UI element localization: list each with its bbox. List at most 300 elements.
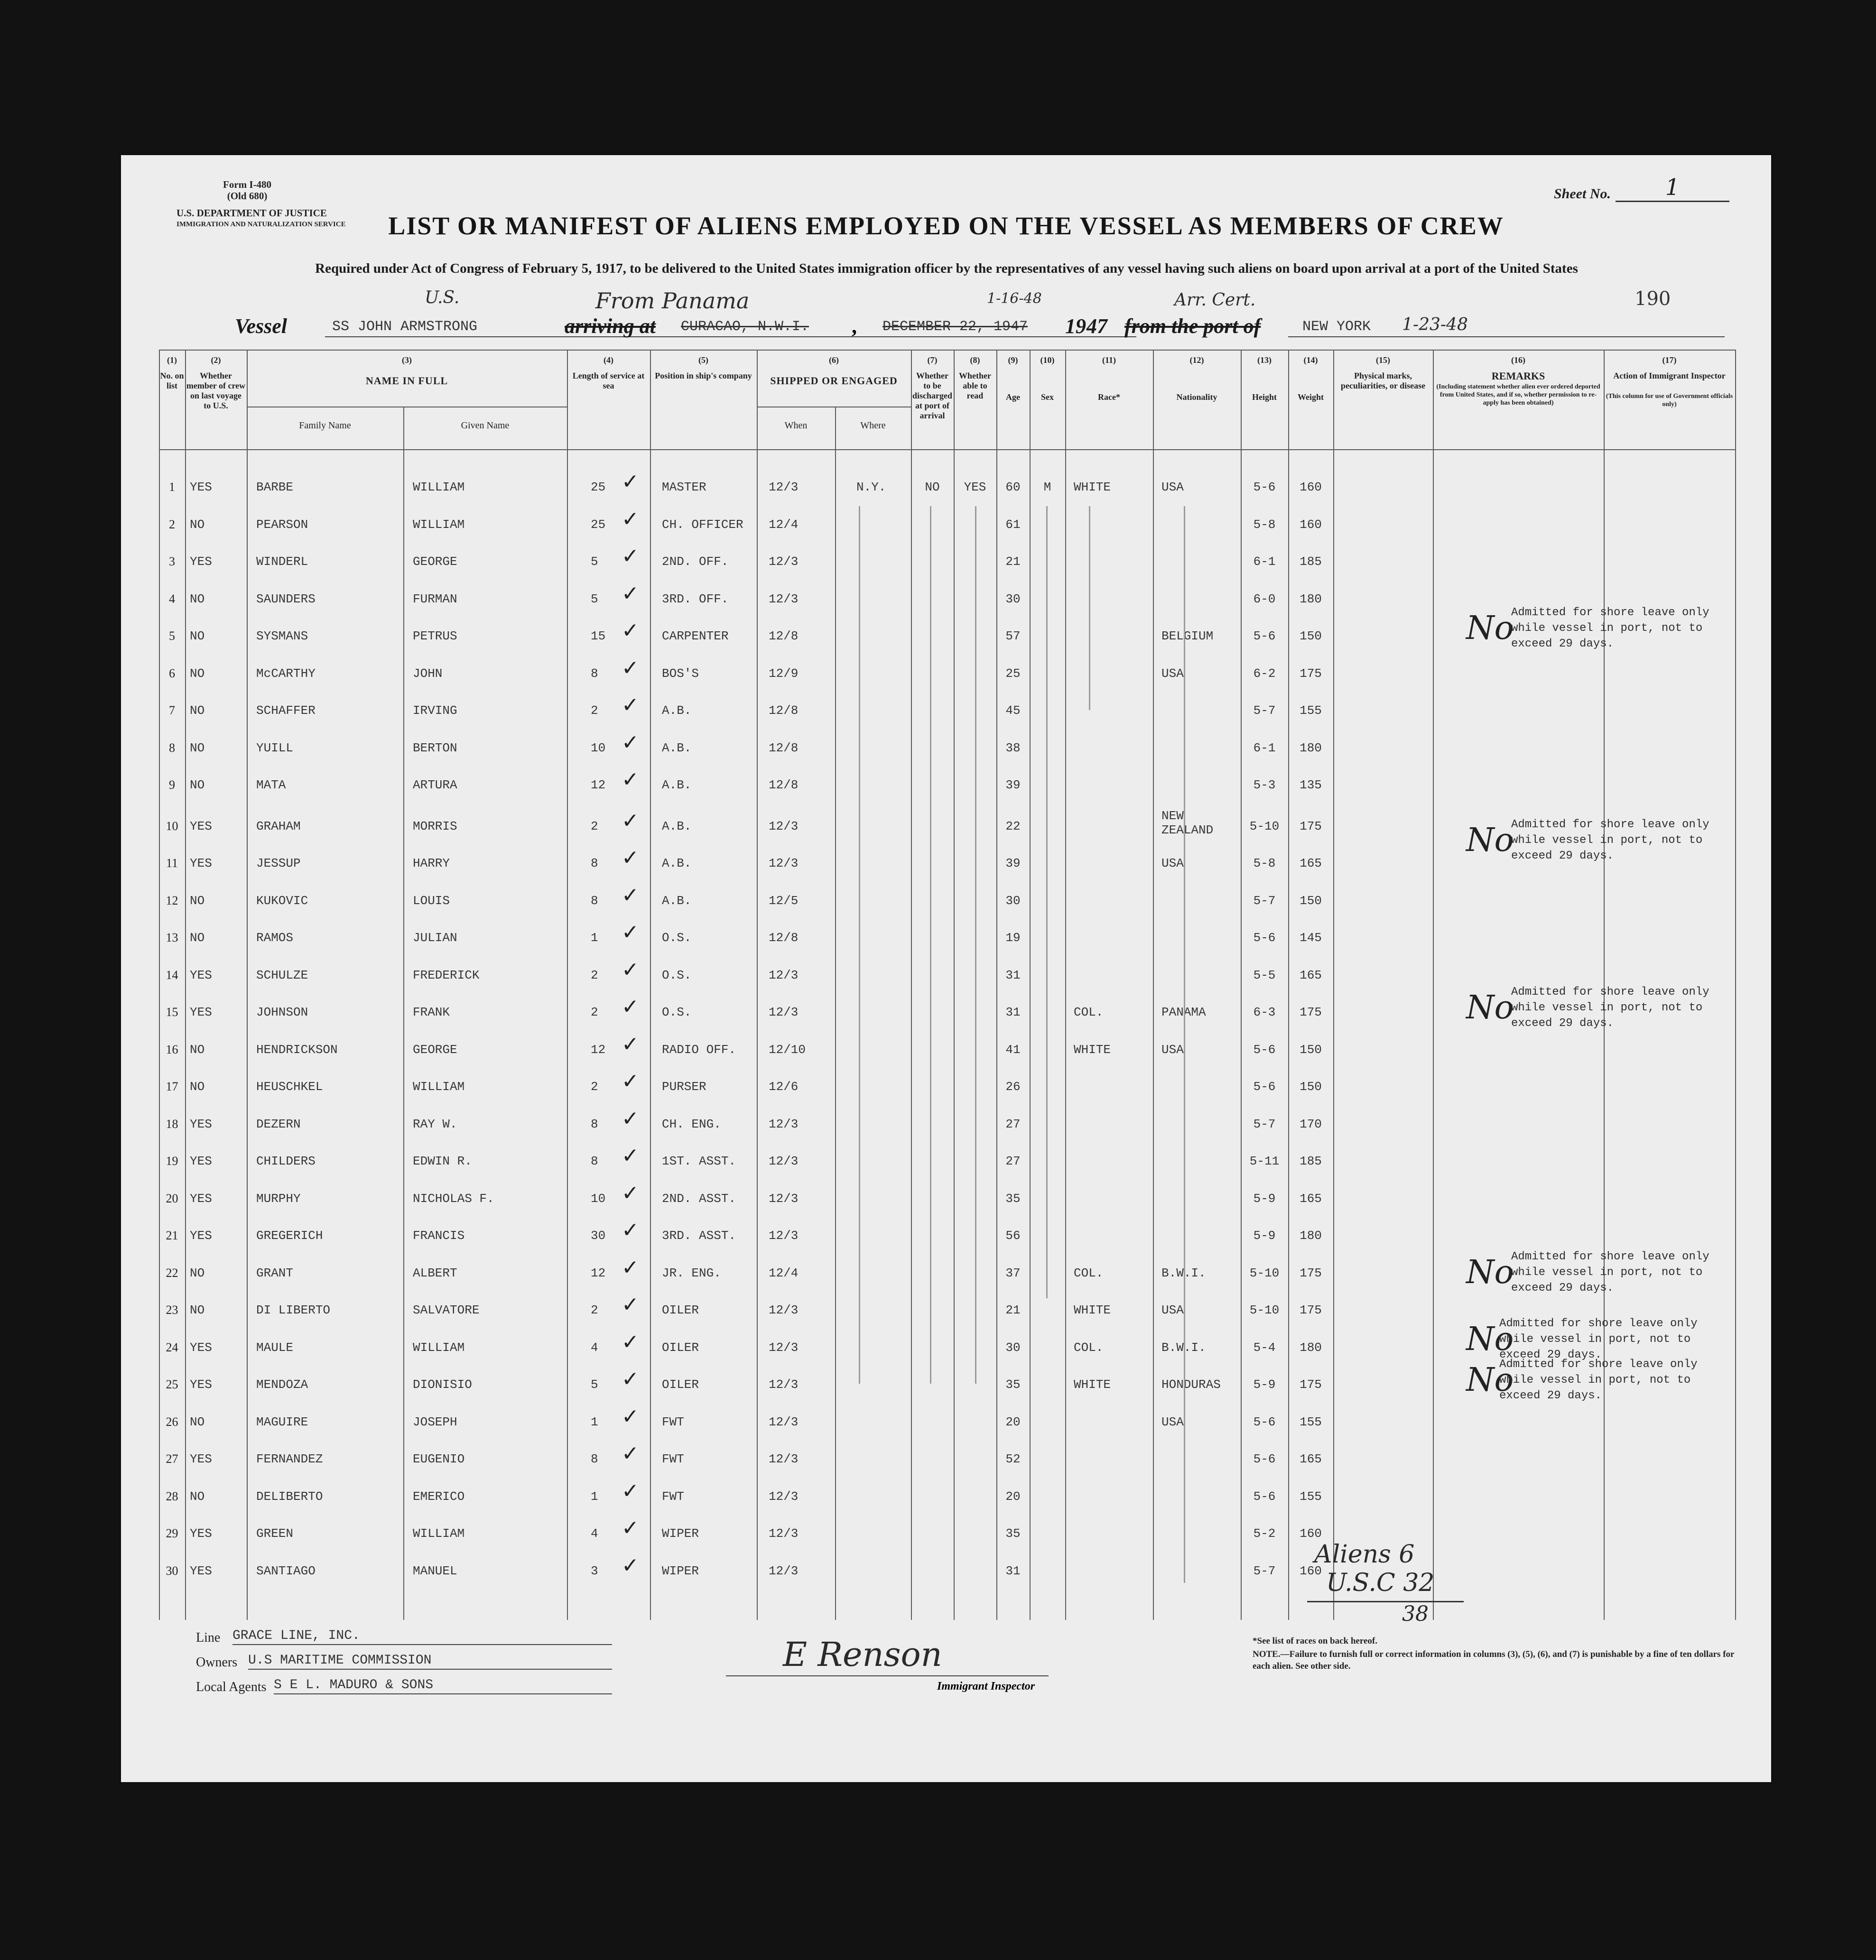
table-row: [159, 693, 1735, 722]
cell-service: 5: [591, 555, 598, 569]
cell-crew: NO: [190, 1415, 205, 1429]
cell-no: 4: [169, 592, 175, 606]
remark-text: [1511, 984, 1709, 1031]
cell-service: 1: [591, 931, 598, 945]
page-subtitle: Required under Act of Congress of February 5, 1917, to be delivered to the United States immigration officer by the representatives of any vessel having such aliens on board upon arrival at a port of the United States: [315, 261, 1578, 276]
cell-weight: 180: [1300, 1229, 1322, 1243]
cell-height: 5-6: [1253, 931, 1276, 945]
cell-family: MAGUIRE: [256, 1415, 308, 1429]
cell-when: 12/3: [769, 819, 799, 833]
column-number-c8: (8): [970, 355, 980, 365]
remark-line: exceed 29 days.: [1499, 1389, 1602, 1403]
date-typed: DECEMBER 22, 1947: [882, 319, 1028, 335]
cell-service: 8: [591, 666, 598, 681]
table-row: [159, 581, 1735, 611]
cell-given: FRANCIS: [413, 1229, 465, 1243]
cell-given: FURMAN: [413, 592, 457, 606]
vessel-name: SS JOHN ARMSTRONG: [332, 319, 478, 335]
column-header-c2: Whether member of crew on last voyage to U.S.: [186, 371, 246, 410]
remark-line: Admitted for shore leave only: [1511, 1250, 1709, 1263]
cell-when: 12/4: [769, 517, 799, 532]
cell-crew: YES: [190, 1117, 212, 1131]
cell-given: NICHOLAS F.: [413, 1191, 494, 1206]
column-header-c8: Whether able to read: [959, 371, 991, 400]
cell-given: WILLIAM: [413, 1340, 465, 1355]
column-header-c15: Physical marks, peculiarities, or disease: [1340, 371, 1426, 390]
check-mark: ✓: [622, 1218, 639, 1242]
inspector-label: Immigrant Inspector: [937, 1680, 1035, 1692]
cell-height: 6-1: [1253, 740, 1276, 755]
races-note: *See list of races on back hereof.: [1253, 1636, 1377, 1646]
form-old-id: (Old 680): [227, 190, 268, 202]
check-mark: ✓: [622, 1553, 639, 1578]
cell-position: CARPENTER: [662, 629, 729, 643]
cell-when: 12/3: [769, 1303, 799, 1317]
cell-position: A.B.: [662, 819, 692, 833]
cell-weight: 150: [1300, 1042, 1322, 1057]
remark-line: while vessel in port, not to: [1511, 1266, 1703, 1279]
remark-handwritten-no: No: [1466, 1253, 1514, 1291]
cell-weight: 185: [1300, 555, 1322, 569]
column-header-c10: Sex: [1041, 392, 1054, 402]
check-mark: ✓: [622, 619, 639, 643]
cell-position: O.S.: [662, 1005, 692, 1019]
cell-service: 2: [591, 968, 598, 982]
column-header-c5: Position in ship's company: [655, 371, 752, 380]
cell-service: 8: [591, 856, 598, 870]
column-number-c13: (13): [1257, 355, 1272, 365]
table-row: [159, 920, 1735, 950]
crew-table: [159, 350, 1735, 1620]
cell-family: JOHNSON: [256, 1005, 308, 1019]
table-row: [159, 656, 1735, 685]
remark-line: exceed 29 days.: [1511, 1017, 1614, 1030]
column-header-c16: REMARKS: [1491, 370, 1545, 382]
cell-given: RAY W.: [413, 1117, 457, 1131]
cell-service: 4: [591, 1526, 598, 1541]
cell-age: 60: [1005, 480, 1021, 494]
column-number-c3: (3): [402, 355, 412, 365]
remark-text: [1511, 1249, 1709, 1296]
cell-when: 12/3: [769, 1117, 799, 1131]
row-rule: [159, 449, 1735, 450]
cell-position: O.S.: [662, 968, 692, 982]
cell-weight: 170: [1300, 1117, 1322, 1131]
cell-given: WILLIAM: [413, 1526, 465, 1541]
cell-given: FREDERICK: [413, 968, 480, 982]
year-suffix: 47: [1087, 314, 1107, 338]
table-row: [159, 767, 1735, 797]
column-header-c13: Height: [1252, 392, 1277, 402]
cell-sex: M: [1043, 480, 1051, 494]
cell-service: 8: [591, 1154, 598, 1168]
from-port-label: from the port of: [1124, 314, 1261, 338]
cell-height: 5-9: [1253, 1229, 1276, 1243]
cell-family: MATA: [256, 778, 286, 792]
cell-when: 12/3: [769, 592, 799, 606]
cell-family: PEARSON: [256, 517, 308, 532]
table-row: [159, 1293, 1735, 1322]
cell-race: WHITE: [1074, 1303, 1111, 1317]
cell-crew: NO: [190, 778, 205, 792]
remark-line: exceed 29 days.: [1511, 1281, 1614, 1294]
cell-family: CHILDERS: [256, 1154, 316, 1168]
cell-no: 18: [166, 1117, 178, 1131]
cell-crew: NO: [190, 931, 205, 945]
cell-service: 8: [591, 893, 598, 908]
cell-height: 5-6: [1253, 1415, 1276, 1429]
from-handwritten: From Panama: [595, 288, 750, 314]
cell-no: 8: [169, 740, 175, 755]
cell-crew: NO: [190, 1080, 205, 1094]
cell-service: 12: [591, 1266, 606, 1280]
cell-age: 45: [1005, 703, 1021, 718]
remark-handwritten-no: No: [1466, 822, 1514, 860]
cell-family: SYSMANS: [256, 629, 308, 643]
cell-given: JULIAN: [413, 931, 457, 945]
cell-crew: NO: [190, 740, 205, 755]
cell-given: ALBERT: [413, 1266, 457, 1280]
sheet-stamp-number: 190: [1635, 288, 1671, 310]
cell-given: EDWIN R.: [413, 1154, 472, 1168]
remark-line: Admitted for shore leave only: [1499, 1358, 1698, 1371]
cell-no: 30: [166, 1563, 178, 1578]
cell-age: 56: [1005, 1229, 1021, 1243]
cell-no: 5: [169, 629, 175, 643]
check-mark: ✓: [622, 1479, 639, 1503]
table-row: [159, 1181, 1735, 1211]
owners-label: Owners: [196, 1655, 238, 1670]
cell-family: SAUNDERS: [256, 592, 316, 606]
comma: ,: [852, 314, 857, 338]
cell-when: 12/3: [769, 1415, 799, 1429]
table-row: [159, 507, 1735, 536]
cell-when: 12/3: [769, 480, 799, 494]
arriving-port: CURACAO, N.W.I.: [681, 319, 809, 335]
cell-weight: 160: [1300, 1563, 1322, 1578]
cell-no: 15: [166, 1005, 178, 1019]
cell-nationality: HONDURAS: [1161, 1378, 1221, 1392]
cell-no: 22: [166, 1266, 178, 1280]
cell-crew: YES: [190, 819, 212, 833]
cell-when: 12/3: [769, 1526, 799, 1541]
cell-given: BERTON: [413, 740, 457, 755]
cell-height: 5-7: [1253, 1117, 1276, 1131]
cell-position: A.B.: [662, 893, 692, 908]
cell-crew: YES: [190, 1005, 212, 1019]
cell-crew: YES: [190, 480, 212, 494]
column-header-c7: Whether to be discharged at port of arrival: [912, 371, 952, 420]
cell-when: 12/8: [769, 778, 799, 792]
cell-when: 12/9: [769, 666, 799, 681]
cell-service: 3: [591, 1563, 598, 1578]
cell-age: 61: [1005, 517, 1021, 532]
check-mark: ✓: [622, 1255, 639, 1280]
ditto-mark: [1089, 506, 1090, 710]
cell-no: 9: [169, 778, 175, 792]
cell-crew: YES: [190, 1526, 212, 1541]
ditto-mark: [1046, 506, 1048, 1298]
cell-weight: 160: [1300, 480, 1322, 494]
cell-height: 5-7: [1253, 893, 1276, 908]
cell-nationality: BELGIUM: [1161, 629, 1214, 643]
check-mark: ✓: [622, 1144, 639, 1168]
remark-line: while vessel in port, not to: [1511, 1001, 1703, 1015]
cell-when: 12/3: [769, 856, 799, 870]
table-row: [159, 1479, 1735, 1508]
cell-position: 2ND. ASST.: [662, 1191, 736, 1206]
cell-position: FWT: [662, 1489, 684, 1504]
column-header-c6: SHIPPED OR ENGAGED: [770, 375, 898, 387]
cell-no: 3: [169, 555, 175, 568]
cell-height: 5-9: [1253, 1378, 1276, 1392]
remark-handwritten-no: No: [1466, 989, 1514, 1027]
remark-line: Admitted for shore leave only: [1511, 986, 1709, 999]
cell-family: MURPHY: [256, 1191, 301, 1206]
cell-nationality: PANAMA: [1161, 1005, 1206, 1019]
cell-position: OILER: [662, 1340, 699, 1355]
table-row: [159, 1069, 1735, 1099]
cell-service: 2: [591, 703, 598, 718]
cell-when: 12/3: [769, 1452, 799, 1466]
given-name-header: Given Name: [461, 420, 510, 431]
cell-weight: 160: [1300, 1526, 1322, 1541]
cell-position: A.B.: [662, 740, 692, 755]
column-number-c16: (16): [1511, 355, 1525, 365]
cell-weight: 155: [1300, 1415, 1322, 1429]
cell-position: PURSER: [662, 1080, 706, 1094]
cell-family: RAMOS: [256, 931, 294, 945]
cell-race: COL.: [1074, 1340, 1104, 1355]
remark-line: Admitted for shore leave only: [1511, 606, 1709, 619]
cell-age: 35: [1005, 1378, 1021, 1392]
cell-age: 30: [1005, 1340, 1021, 1355]
cell-family: GRAHAM: [256, 819, 301, 833]
cell-family: GREEN: [256, 1526, 294, 1541]
port-of-departure: NEW YORK: [1302, 319, 1371, 335]
cell-weight: 185: [1300, 1154, 1322, 1168]
column-number-c4: (4): [604, 355, 613, 365]
check-mark: ✓: [622, 693, 639, 717]
cell-given: IRVING: [413, 703, 457, 718]
cell-height: 5-6: [1253, 1080, 1276, 1094]
remark-line: exceed 29 days.: [1499, 1348, 1602, 1361]
cell-when: 12/8: [769, 931, 799, 945]
table-row: [159, 470, 1735, 499]
form-id: Form I-480: [223, 179, 272, 190]
cell-when: 12/3: [769, 1229, 799, 1243]
cell-no: 10: [166, 819, 178, 833]
cell-height: 5-5: [1253, 968, 1276, 982]
cell-nationality: USA: [1161, 1415, 1184, 1429]
cell-height: 6-2: [1253, 666, 1276, 681]
cell-no: 28: [166, 1489, 178, 1503]
cell-no: 27: [166, 1452, 178, 1466]
cell-height: 5-8: [1253, 517, 1276, 532]
cell-height: 5-6: [1253, 1042, 1276, 1057]
cell-crew: NO: [190, 592, 205, 606]
cell-service: 2: [591, 819, 598, 833]
tally-aliens: Aliens 6: [1314, 1540, 1415, 1569]
check-mark: ✓: [622, 1069, 639, 1093]
cell-crew: NO: [190, 1303, 205, 1317]
cell-age: 38: [1005, 740, 1021, 755]
cell-height: 5-10: [1249, 819, 1280, 833]
sheet-number: 1: [1616, 174, 1729, 202]
cell-age: 31: [1005, 1005, 1021, 1019]
cell-given: GEORGE: [413, 555, 457, 569]
cell-crew: NO: [190, 1489, 205, 1504]
cell-family: KUKOVIC: [256, 893, 308, 908]
cell-no: 2: [169, 517, 175, 531]
cell-nationality: USA: [1161, 1042, 1184, 1057]
remark-line: Admitted for shore leave only: [1499, 1317, 1698, 1330]
cell-service: 2: [591, 1080, 598, 1094]
cell-service: 2: [591, 1303, 598, 1317]
remark-line: while vessel in port, not to: [1499, 1332, 1691, 1346]
cell-crew: NO: [190, 517, 205, 532]
cell-family: DELIBERTO: [256, 1489, 323, 1504]
cell-family: DEZERN: [256, 1117, 301, 1131]
cell-given: HARRY: [413, 856, 450, 870]
cell-service: 15: [591, 629, 606, 643]
vessel-label: Vessel: [235, 314, 287, 338]
cell-given: PETRUS: [413, 629, 457, 643]
cell-crew: NO: [190, 666, 205, 681]
cell-nationality: NEW ZEALAND: [1161, 808, 1214, 837]
cell-height: 5-7: [1253, 703, 1276, 718]
cell-age: 37: [1005, 1266, 1021, 1280]
check-mark: ✓: [622, 920, 639, 944]
cell-age: 52: [1005, 1452, 1021, 1466]
table-row: [159, 1032, 1735, 1062]
remark-handwritten-no: No: [1466, 1361, 1514, 1399]
cell-age: 26: [1005, 1080, 1021, 1094]
cell-age: 57: [1005, 629, 1021, 643]
cell-no: 12: [166, 893, 178, 907]
page-title: LIST OR MANIFEST OF ALIENS EMPLOYED ON THE VESSEL AS MEMBERS OF CREW: [388, 212, 1504, 240]
cell-given: SALVATORE: [413, 1303, 480, 1317]
cell-family: GRANT: [256, 1266, 294, 1280]
cell-height: 5-3: [1253, 778, 1276, 792]
cell-no: 17: [166, 1080, 178, 1093]
cell-position: 3RD. ASST.: [662, 1229, 736, 1243]
cell-position: 1ST. ASST.: [662, 1154, 736, 1168]
cell-when: 12/10: [769, 1042, 806, 1057]
cell-given: JOHN: [413, 666, 443, 681]
cell-crew: YES: [190, 1191, 212, 1206]
department-name: U.S. DEPARTMENT OF JUSTICE: [176, 207, 327, 219]
owners-value: U.S MARITIME COMMISSION: [248, 1653, 612, 1670]
check-mark: ✓: [622, 1404, 639, 1429]
cell-family: JESSUP: [256, 856, 301, 870]
when-header: When: [784, 420, 808, 431]
ditto-mark: [930, 506, 931, 1384]
cell-weight: 165: [1300, 1191, 1322, 1206]
table-row: [159, 1516, 1735, 1545]
check-mark: ✓: [622, 957, 639, 982]
cell-when: 12/3: [769, 1005, 799, 1019]
family-name-header: Family Name: [299, 420, 351, 431]
check-mark: ✓: [622, 846, 639, 870]
check-mark: ✓: [622, 1181, 639, 1205]
service-name: IMMIGRATION AND NATURALIZATION SERVICE: [176, 221, 346, 228]
cell-family: YUILL: [256, 740, 294, 755]
cell-height: 6-0: [1253, 592, 1276, 606]
table-row: [159, 883, 1735, 913]
cell-given: MANUEL: [413, 1563, 457, 1578]
cell-when: 12/3: [769, 1563, 799, 1578]
cell-position: CH. ENG.: [662, 1117, 721, 1131]
cell-family: HENDRICKSON: [256, 1042, 338, 1057]
cell-family: McCARTHY: [256, 666, 316, 681]
cell-age: 31: [1005, 968, 1021, 982]
remark-text: [1499, 1357, 1698, 1404]
cell-service: 1: [591, 1415, 598, 1429]
cell-when: 12/3: [769, 1489, 799, 1504]
column-number-c10: (10): [1040, 355, 1055, 365]
cell-age: 27: [1005, 1117, 1021, 1131]
cell-service: 10: [591, 1191, 606, 1206]
check-mark: ✓: [622, 995, 639, 1019]
column-rule: [1735, 350, 1736, 1620]
check-mark: ✓: [622, 470, 639, 494]
cell-no: 20: [166, 1191, 178, 1205]
column-number-c12: (12): [1189, 355, 1204, 365]
cell-family: DI LIBERTO: [256, 1303, 331, 1317]
cell-crew: YES: [190, 1229, 212, 1243]
cell-service: 5: [591, 1378, 598, 1392]
column-number-c14: (14): [1303, 355, 1318, 365]
table-row: [159, 1144, 1735, 1173]
check-mark: ✓: [622, 1442, 639, 1466]
cell-family: WINDERL: [256, 555, 308, 569]
form-number: [223, 179, 271, 202]
cell-when: 12/3: [769, 1191, 799, 1206]
cell-weight: 180: [1300, 740, 1322, 755]
cell-crew: NO: [190, 893, 205, 908]
cell-service: 10: [591, 740, 606, 755]
cell-age: 25: [1005, 666, 1021, 681]
cell-age: 41: [1005, 1042, 1021, 1057]
check-mark: ✓: [622, 883, 639, 907]
cell-position: MASTER: [662, 480, 706, 494]
check-mark: ✓: [622, 1293, 639, 1317]
cell-age: 39: [1005, 856, 1021, 870]
cell-when: 12/4: [769, 1266, 799, 1280]
cell-crew: YES: [190, 1563, 212, 1578]
cell-age: 20: [1005, 1489, 1021, 1504]
cell-family: GREGERICH: [256, 1229, 323, 1243]
cell-age: 30: [1005, 893, 1021, 908]
cell-given: EMERICO: [413, 1489, 465, 1504]
cell-position: A.B.: [662, 778, 692, 792]
cell-weight: 165: [1300, 1452, 1322, 1466]
cell-height: 5-11: [1249, 1154, 1280, 1168]
cell-given: WILLIAM: [413, 480, 465, 494]
column-number-c5: (5): [698, 355, 708, 365]
column-header-c9: Age: [1006, 392, 1020, 402]
cell-height: 5-10: [1249, 1303, 1280, 1317]
cell-crew: NO: [190, 1042, 205, 1057]
cell-given: LOUIS: [413, 893, 450, 908]
cell-crew: YES: [190, 968, 212, 982]
arriving-label: arriving at: [565, 314, 656, 338]
cell-service: 1: [591, 1489, 598, 1504]
cell-service: 30: [591, 1229, 606, 1243]
cell-when: 12/3: [769, 1154, 799, 1168]
check-mark: ✓: [622, 507, 639, 531]
